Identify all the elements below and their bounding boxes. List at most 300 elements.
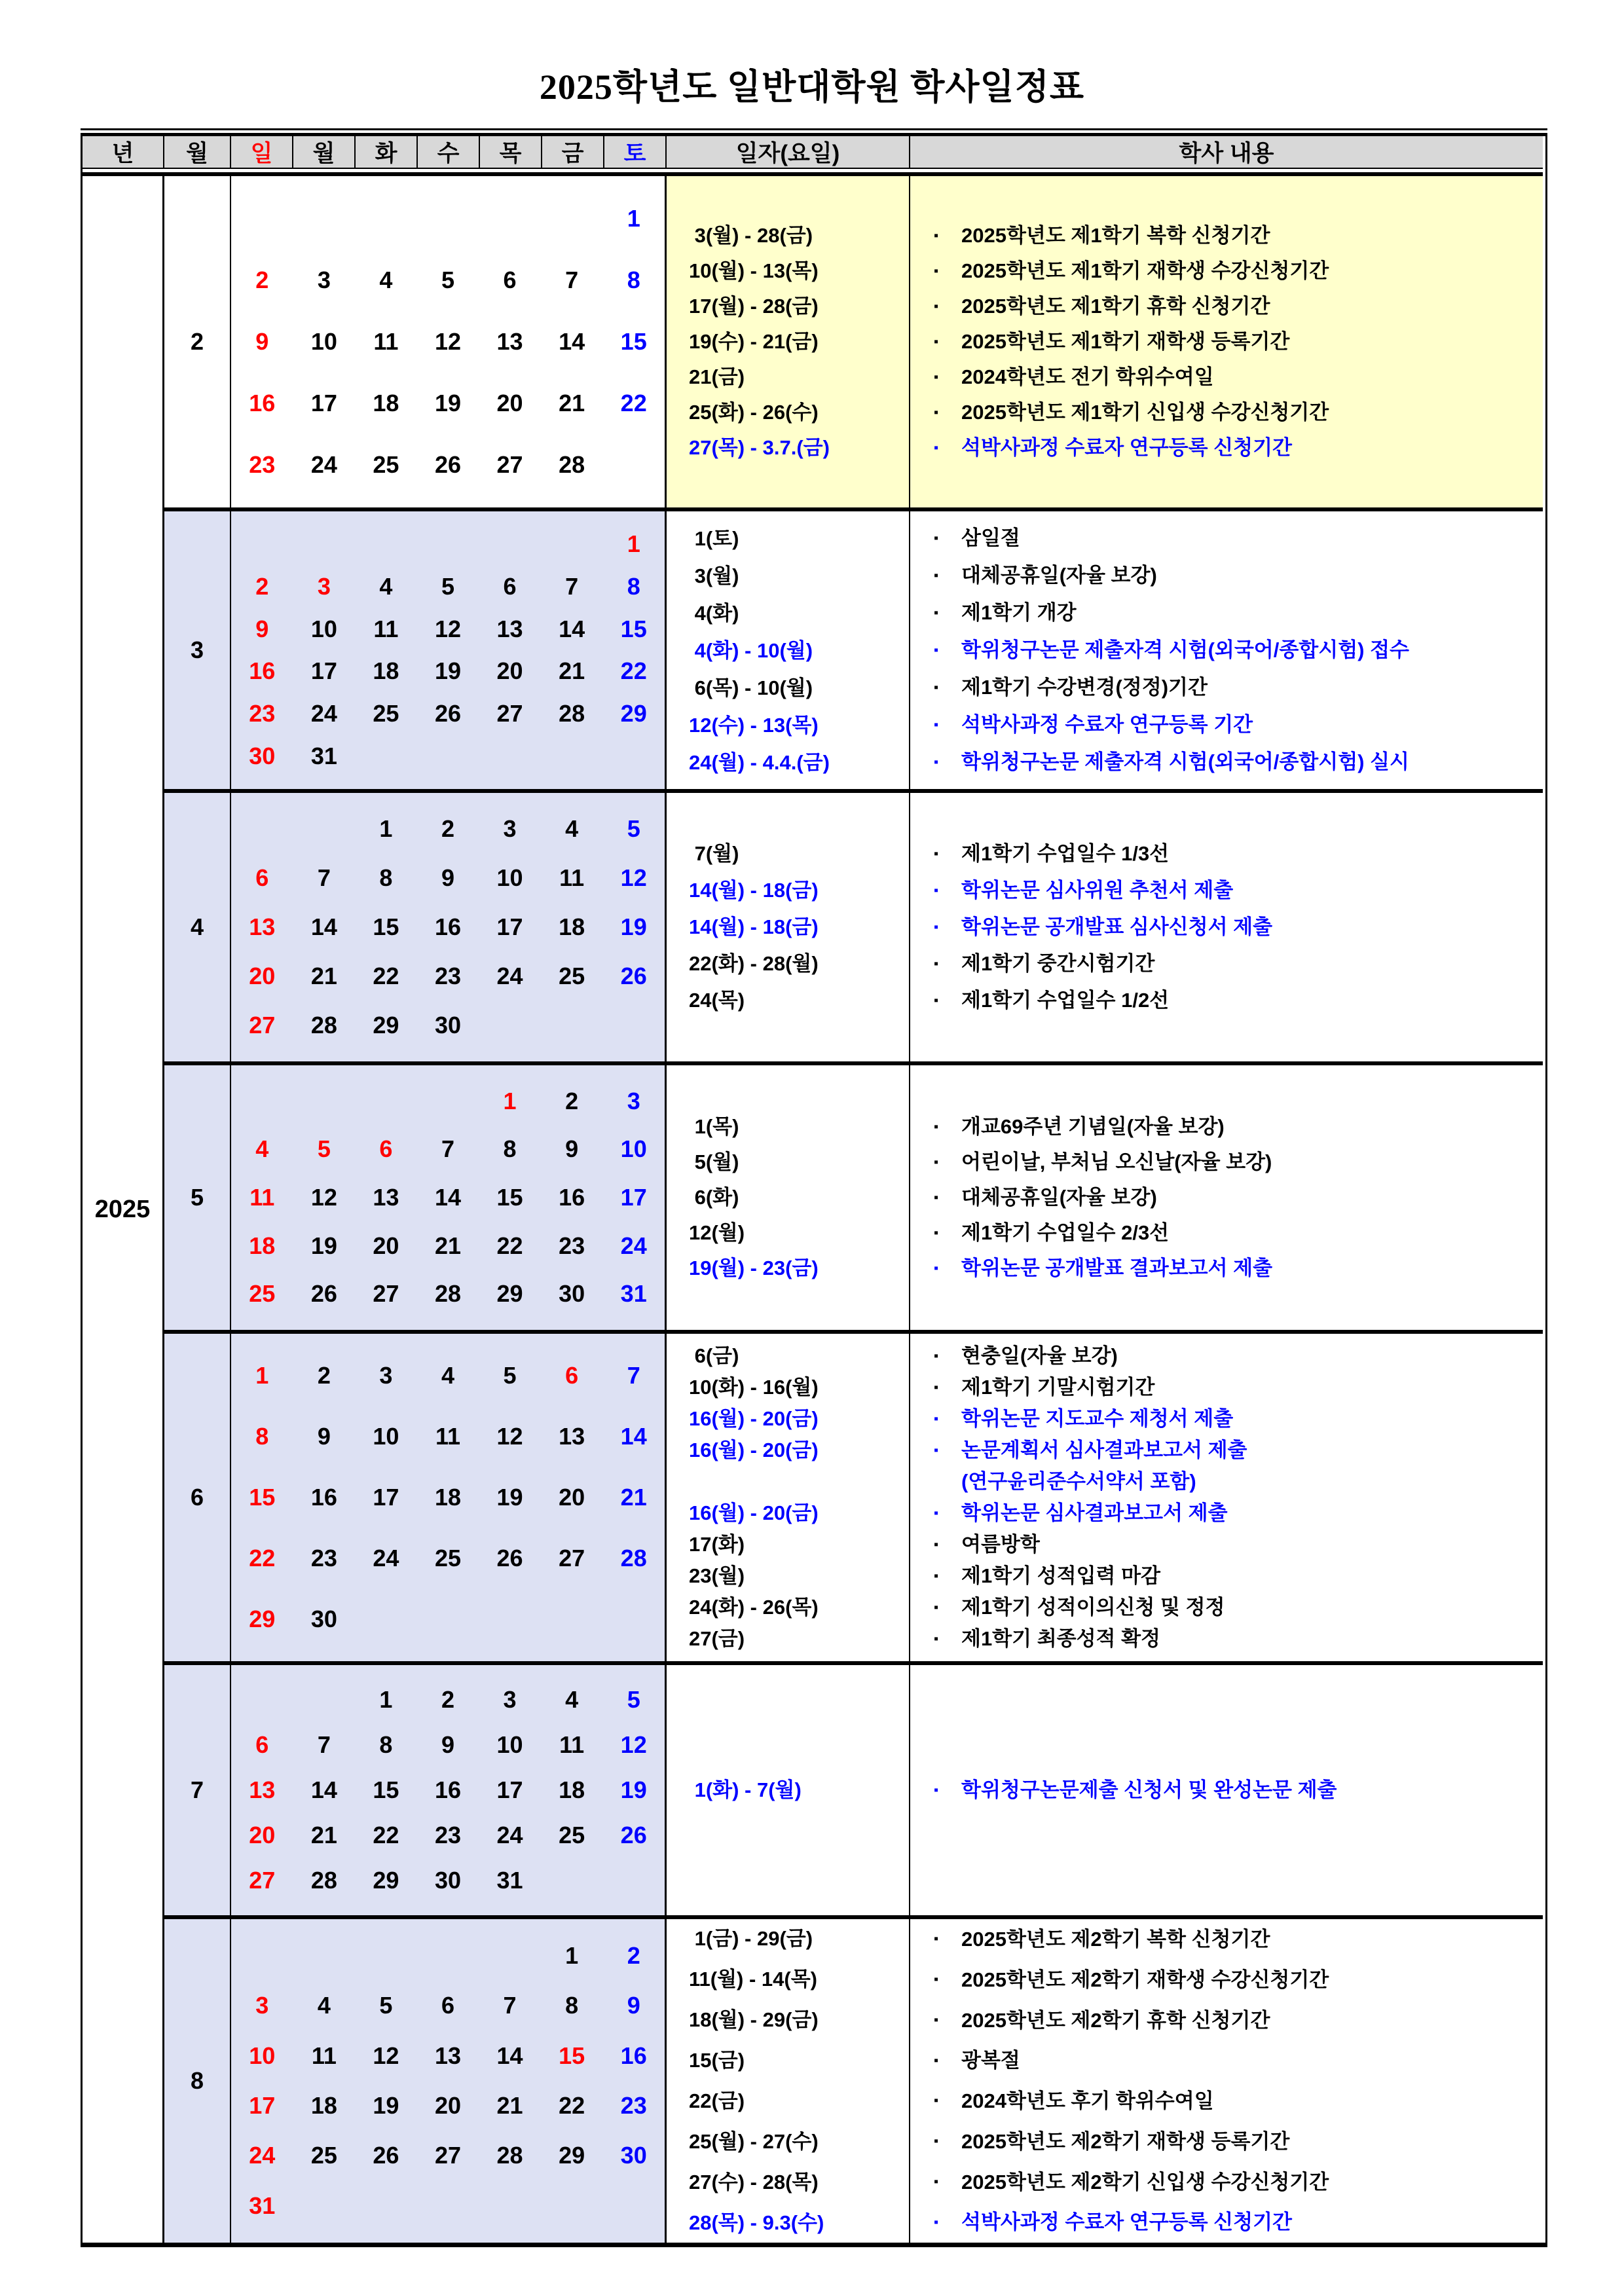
bullet-icon: ▪ <box>934 568 939 583</box>
day-cell: 23 <box>559 1232 585 1259</box>
day-cell: 3 <box>255 1992 269 2019</box>
day-cell: 22 <box>559 2092 585 2120</box>
bullet-icon: ▪ <box>934 2053 939 2068</box>
bullet-icon: ▪ <box>934 1631 939 1646</box>
day-cell: 22 <box>373 962 399 989</box>
day-cell: 11 <box>559 864 585 892</box>
day-cell: 14 <box>559 328 585 355</box>
day-cell: 8 <box>627 266 640 293</box>
day-cell: 4 <box>379 266 393 293</box>
day-cell: 7 <box>317 1731 331 1758</box>
day-cell: 23 <box>249 451 276 478</box>
day-cell: 14 <box>496 2042 523 2069</box>
day-cell: 10 <box>496 864 523 892</box>
schedule-date: 14(월) - 18(금) <box>689 879 819 902</box>
schedule-event-text: 학위청구논문 제출자격 시험(외국어/종합시험) 접수 <box>961 638 1409 662</box>
day-cell: 13 <box>496 615 523 642</box>
day-cell: 19 <box>496 1483 523 1511</box>
day-cell: 4 <box>255 1135 269 1163</box>
day-cell: 5 <box>627 1685 640 1713</box>
schedule-event-text: 2025학년도 제1학기 재학생 수강신청기간 <box>961 259 1329 283</box>
schedule-date: 10(화) - 16(월) <box>689 1376 819 1399</box>
day-cell: 3 <box>627 1087 640 1114</box>
day-cell: 2 <box>441 1685 454 1713</box>
date-list-month-6 <box>667 1330 910 1661</box>
event-list-month-8 <box>910 1915 1543 2243</box>
schedule-date: 25(화) - 26(수) <box>689 401 819 424</box>
bullet-icon: ▪ <box>934 680 939 695</box>
day-cell: 29 <box>496 1280 523 1308</box>
day-cell: 11 <box>373 328 399 355</box>
day-cell: 12 <box>620 1731 647 1758</box>
calendar-days-month-3 <box>231 523 665 777</box>
schedule-date: 3(월) <box>689 564 739 587</box>
schedule-event <box>934 2162 1543 2203</box>
schedule-event <box>934 289 1543 324</box>
day-cell: 28 <box>434 1280 462 1308</box>
schedule-date: 22(금) <box>689 2089 745 2112</box>
event-list-month-5 <box>910 1061 1543 1330</box>
day-cell: 11 <box>373 615 399 642</box>
day-cell: 30 <box>434 1867 462 1894</box>
day-cell: 31 <box>310 742 337 769</box>
day-cell: 7 <box>565 266 579 293</box>
bullet-icon: ▪ <box>934 2134 939 2149</box>
day-cell: 28 <box>559 451 585 478</box>
schedule-event <box>934 632 1543 669</box>
schedule-event-text: 개교69주년 기념일(자율 보강) <box>961 1115 1225 1139</box>
calendar-days-month-5 <box>231 1077 665 1318</box>
schedule-date: 17(화) <box>689 1533 745 1556</box>
day-cell: 30 <box>434 1011 462 1038</box>
day-cell: 5 <box>627 815 640 843</box>
schedule-event-text: 2025학년도 제2학기 휴학 신청기간 <box>961 2008 1270 2032</box>
day-cell: 27 <box>249 1867 276 1894</box>
day-cell: 5 <box>441 572 454 600</box>
schedule-date: 10(월) - 13(목) <box>689 259 819 282</box>
day-cell: 13 <box>249 913 276 940</box>
schedule-date: 28(목) - 9.3(수) <box>689 2211 824 2234</box>
day-cell: 12 <box>620 864 647 892</box>
schedule-event <box>934 595 1543 632</box>
day-cell: 16 <box>559 1183 585 1211</box>
month-number-2: 2 <box>164 172 231 507</box>
schedule-event-text: 어린이날, 부처님 오신날(자율 보강) <box>961 1150 1272 1174</box>
schedule-date: 12(월) <box>689 1221 745 1244</box>
schedule-event-text: 2025학년도 제2학기 재학생 등록기간 <box>961 2129 1290 2153</box>
day-cell: 15 <box>496 1183 523 1211</box>
schedule-event-text: 제1학기 수업일수 2/3선 <box>961 1221 1170 1245</box>
schedule-event <box>934 430 1543 466</box>
day-cell: 13 <box>373 1183 399 1211</box>
day-cell: 15 <box>373 913 399 940</box>
bullet-icon: ▪ <box>934 1442 939 1458</box>
day-cell: 26 <box>434 699 462 727</box>
schedule-date: 1(화) - 7(월) <box>689 1778 802 1801</box>
day-cell: 5 <box>441 266 454 293</box>
day-cell: 14 <box>559 615 585 642</box>
day-cell: 3 <box>317 572 331 600</box>
day-cell: 21 <box>559 657 585 685</box>
bullet-icon: ▪ <box>934 299 939 314</box>
calendar-month-7 <box>231 1661 667 1915</box>
day-cell: 10 <box>310 328 337 355</box>
calendar-days-month-8 <box>231 1931 665 2231</box>
day-cell: 21 <box>496 2092 523 2120</box>
day-cell: 25 <box>373 699 399 727</box>
schedule-event <box>934 909 1543 946</box>
day-cell: 26 <box>620 1822 647 1849</box>
day-cell: 3 <box>503 815 517 843</box>
schedule-event <box>934 2202 1543 2243</box>
schedule-event-text: 제1학기 최종성적 확정 <box>961 1627 1160 1651</box>
schedule-date: 16(월) - 20(금) <box>689 1501 819 1524</box>
day-cell: 23 <box>620 2092 647 2120</box>
schedule-event <box>934 1435 1543 1466</box>
day-cell: 14 <box>620 1423 647 1450</box>
event-list-month-2 <box>910 172 1543 507</box>
schedule-event <box>934 253 1543 289</box>
bullet-icon: ▪ <box>934 1972 939 1987</box>
schedule-event-text: 제1학기 성적입력 마감 <box>961 1564 1160 1588</box>
day-cell: 7 <box>565 572 579 600</box>
schedule-date: 24(화) - 26(목) <box>689 1596 819 1619</box>
day-cell: 9 <box>441 864 454 892</box>
day-cell: 12 <box>434 615 462 642</box>
day-cell: 2 <box>255 572 269 600</box>
calendar-month-3 <box>231 507 667 789</box>
day-cell: 25 <box>559 1822 585 1849</box>
schedule-event <box>934 395 1543 430</box>
day-cell: 16 <box>310 1483 337 1511</box>
schedule-event <box>934 2000 1543 2041</box>
day-cell: 15 <box>620 328 647 355</box>
schedule-event <box>934 1215 1543 1251</box>
schedule-event-text: 학위청구논문제출 신청서 및 완성논문 제출 <box>961 1778 1337 1802</box>
day-cell: 26 <box>373 2142 399 2169</box>
day-cell: 8 <box>379 1731 393 1758</box>
day-cell: 16 <box>620 2042 647 2069</box>
day-cell: 4 <box>379 572 393 600</box>
day-cell: 21 <box>620 1483 647 1511</box>
day-cell: 29 <box>620 699 647 727</box>
day-cell: 20 <box>559 1483 585 1511</box>
day-cell: 22 <box>620 657 647 685</box>
schedule-event-text: 2025학년도 제1학기 신입생 수강신청기간 <box>961 401 1329 424</box>
day-cell: 12 <box>310 1183 337 1211</box>
schedule-date: 21(금) <box>689 365 745 388</box>
schedule-date: 6(금) <box>689 1344 739 1367</box>
day-cell: 15 <box>373 1776 399 1803</box>
bullet-icon: ▪ <box>934 956 939 971</box>
schedule-event <box>934 982 1543 1019</box>
day-cell: 21 <box>310 1822 337 1849</box>
day-cell: 6 <box>255 864 269 892</box>
day-cell: 18 <box>310 2092 337 2120</box>
month-number-8: 8 <box>164 1915 231 2243</box>
calendar-month-8 <box>231 1915 667 2243</box>
day-cell: 26 <box>434 451 462 478</box>
day-cell: 23 <box>434 1822 462 1849</box>
day-cell: 14 <box>310 1776 337 1803</box>
schedule-event-text: 석박사과정 수료자 연구등록 신청기간 <box>961 436 1292 460</box>
day-cell: 28 <box>620 1544 647 1571</box>
day-cell: 17 <box>249 2092 276 2120</box>
day-cell: 29 <box>373 1867 399 1894</box>
date-list-month-7 <box>667 1661 910 1915</box>
day-cell: 15 <box>559 2042 585 2069</box>
schedule-event <box>934 1145 1543 1180</box>
schedule-event <box>934 946 1543 982</box>
day-cell: 29 <box>559 2142 585 2169</box>
schedule-event-text: 여름방학 <box>961 1533 1040 1556</box>
bullet-icon: ▪ <box>934 642 939 657</box>
day-cell: 20 <box>434 2092 462 2120</box>
schedule-event-text: 학위논문 심사위원 추천서 제출 <box>961 879 1234 902</box>
calendar-days-month-6 <box>231 1346 665 1649</box>
day-cell: 4 <box>565 815 579 843</box>
schedule-event <box>934 1340 1543 1372</box>
day-cell: 7 <box>317 864 331 892</box>
schedule-event-text: 석박사과정 수료자 연구등록 기간 <box>961 713 1253 737</box>
day-cell: 10 <box>620 1135 647 1163</box>
day-cell: 8 <box>565 1992 579 2019</box>
table-top-rule <box>81 128 1547 130</box>
schedule-date: 16(월) - 20(금) <box>689 1439 819 1461</box>
header-day-sat: 토 <box>604 136 667 169</box>
bullet-icon: ▪ <box>934 228 939 243</box>
schedule-event-text: 2024학년도 후기 학위수여일 <box>961 2089 1214 2113</box>
day-cell: 31 <box>496 1867 523 1894</box>
schedule-event <box>934 1529 1543 1560</box>
day-cell: 28 <box>496 2142 523 2169</box>
day-cell: 21 <box>434 1232 462 1259</box>
day-cell: 1 <box>255 1362 269 1389</box>
bullet-icon: ▪ <box>934 1119 939 1134</box>
day-cell: 3 <box>503 1685 517 1713</box>
day-cell: 14 <box>434 1183 462 1211</box>
bullet-icon: ▪ <box>934 530 939 545</box>
day-cell: 10 <box>249 2042 276 2069</box>
header-year: 년 <box>83 136 164 169</box>
bullet-icon: ▪ <box>934 919 939 934</box>
schedule-event-text: 제1학기 수업일수 1/2선 <box>961 989 1170 1012</box>
day-cell: 1 <box>627 530 640 558</box>
day-cell: 7 <box>503 1992 517 2019</box>
schedule-date: 27(금) <box>689 1627 745 1650</box>
academic-calendar-table <box>81 128 1547 2247</box>
day-cell: 24 <box>620 1232 647 1259</box>
day-cell: 18 <box>373 657 399 685</box>
day-cell: 6 <box>379 1135 393 1163</box>
day-cell: 17 <box>373 1483 399 1511</box>
day-cell: 2 <box>255 266 269 293</box>
day-cell: 19 <box>373 2092 399 2120</box>
bullet-icon: ▪ <box>934 717 939 732</box>
day-cell: 1 <box>627 205 640 232</box>
schedule-event-text: 2024학년도 전기 학위수여일 <box>961 365 1214 389</box>
bullet-icon: ▪ <box>934 1225 939 1240</box>
schedule-event <box>934 872 1543 909</box>
day-cell: 22 <box>249 1544 276 1571</box>
bullet-icon: ▪ <box>934 1505 939 1520</box>
day-cell: 13 <box>559 1423 585 1450</box>
day-cell: 30 <box>310 1605 337 1632</box>
bullet-icon: ▪ <box>934 1348 939 1363</box>
day-cell: 24 <box>249 2142 276 2169</box>
schedule-event <box>934 2040 1543 2081</box>
bullet-icon: ▪ <box>934 1932 939 1947</box>
schedule-event <box>934 1497 1543 1529</box>
schedule-event-text: 2025학년도 제1학기 복학 신청기간 <box>961 224 1270 248</box>
schedule-event <box>934 1251 1543 1286</box>
schedule-event-text: 학위논문 공개발표 결과보고서 제출 <box>961 1257 1273 1280</box>
day-cell: 8 <box>379 864 393 892</box>
day-cell: 21 <box>310 962 337 989</box>
bullet-icon: ▪ <box>934 883 939 898</box>
day-cell: 10 <box>310 615 337 642</box>
day-cell: 20 <box>496 390 523 416</box>
day-cell: 19 <box>620 913 647 940</box>
date-list-month-3 <box>667 507 910 789</box>
header-day-wed: 수 <box>418 136 480 169</box>
day-cell: 16 <box>249 657 276 685</box>
day-cell: 9 <box>317 1423 331 1450</box>
bullet-icon: ▪ <box>934 1537 939 1552</box>
schedule-event-text: 제1학기 수강변경(정정)기간 <box>961 676 1208 699</box>
schedule-event <box>934 1960 1543 2000</box>
schedule-date: 4(화) - 10(월) <box>689 638 813 662</box>
schedule-event <box>934 324 1543 359</box>
schedule-event <box>934 1372 1543 1403</box>
day-cell: 4 <box>565 1685 579 1713</box>
schedule-event-text: 2025학년도 제2학기 복학 신청기간 <box>961 1928 1270 1951</box>
day-cell: 17 <box>310 390 337 416</box>
schedule-event-text: 제1학기 성적이의신청 및 정정 <box>961 1596 1225 1619</box>
schedule-event-text: 학위논문 지도교수 제청서 제출 <box>961 1407 1234 1431</box>
schedule-event <box>934 1623 1543 1655</box>
schedule-event-text: 학위논문 심사결과보고서 제출 <box>961 1501 1228 1525</box>
day-cell: 18 <box>559 1776 585 1803</box>
day-cell: 15 <box>620 615 647 642</box>
day-cell: 7 <box>627 1362 640 1389</box>
month-number-6: 6 <box>164 1330 231 1661</box>
schedule-event <box>934 1403 1543 1435</box>
day-cell: 29 <box>249 1605 276 1632</box>
bullet-icon: ▪ <box>934 2093 939 2108</box>
bullet-icon: ▪ <box>934 1568 939 1583</box>
day-cell: 22 <box>496 1232 523 1259</box>
day-cell: 13 <box>434 2042 462 2069</box>
bullet-icon: ▪ <box>934 369 939 384</box>
day-cell: 17 <box>310 657 337 685</box>
day-cell: 16 <box>249 390 276 416</box>
schedule-date: 19(수) - 21(금) <box>689 330 819 353</box>
schedule-event-text: 현충일(자율 보강) <box>961 1344 1118 1368</box>
day-cell: 2 <box>317 1362 331 1389</box>
schedule-date: 23(월) <box>689 1564 745 1587</box>
bullet-icon: ▪ <box>934 605 939 620</box>
day-cell: 31 <box>249 2192 276 2219</box>
day-cell: 29 <box>373 1011 399 1038</box>
day-cell: 2 <box>627 1942 640 1970</box>
day-cell: 9 <box>255 328 269 355</box>
day-cell: 4 <box>441 1362 454 1389</box>
schedule-event <box>934 1466 1543 1497</box>
date-list-month-4 <box>667 789 910 1061</box>
day-cell: 23 <box>249 699 276 727</box>
day-cell: 23 <box>434 962 462 989</box>
schedule-event <box>934 1560 1543 1592</box>
bullet-icon: ▪ <box>934 1154 939 1169</box>
header-day-tue: 화 <box>356 136 418 169</box>
day-cell: 13 <box>249 1776 276 1803</box>
day-cell: 20 <box>249 1822 276 1849</box>
schedule-date: 24(월) - 4.4.(금) <box>689 750 830 774</box>
day-cell: 6 <box>503 572 517 600</box>
header-day-sun: 일 <box>231 136 293 169</box>
calendar-days-month-2 <box>231 188 665 496</box>
day-cell: 27 <box>249 1011 276 1038</box>
day-cell: 3 <box>379 1362 393 1389</box>
schedule-event-text: 삼일절 <box>961 526 1020 550</box>
day-cell: 28 <box>559 699 585 727</box>
bullet-icon: ▪ <box>934 1411 939 1426</box>
day-cell: 27 <box>559 1544 585 1571</box>
day-cell: 24 <box>496 962 523 989</box>
bullet-icon: ▪ <box>934 754 939 769</box>
schedule-event-text: 대체공휴일(자율 보강) <box>961 1186 1157 1209</box>
day-cell: 16 <box>434 1776 462 1803</box>
calendar-month-4 <box>231 789 667 1061</box>
day-cell: 10 <box>496 1731 523 1758</box>
schedule-event <box>934 669 1543 707</box>
schedule-date <box>689 1466 909 1497</box>
bullet-icon: ▪ <box>934 1782 939 1797</box>
bullet-icon: ▪ <box>934 440 939 455</box>
day-cell: 10 <box>373 1423 399 1450</box>
schedule-date: 1(금) - 29(금) <box>689 1927 813 1950</box>
day-cell: 17 <box>496 1776 523 1803</box>
header-day-thu: 목 <box>480 136 542 169</box>
day-cell: 18 <box>434 1483 462 1511</box>
schedule-event-text: 2025학년도 제2학기 신입생 수강신청기간 <box>961 2170 1329 2194</box>
day-cell: 28 <box>310 1867 337 1894</box>
day-cell: 24 <box>496 1822 523 1849</box>
calendar-days-month-7 <box>231 1677 665 1903</box>
schedule-event-text: 제1학기 개강 <box>961 601 1077 625</box>
schedule-date: 14(월) - 18(금) <box>689 915 819 938</box>
day-cell: 26 <box>620 962 647 989</box>
day-cell: 5 <box>379 1992 393 2019</box>
day-cell: 19 <box>434 657 462 685</box>
day-cell: 23 <box>310 1544 337 1571</box>
month-number-5: 5 <box>164 1061 231 1330</box>
schedule-event <box>934 359 1543 395</box>
schedule-event-text: 학위청구논문 제출자격 시험(외국어/종합시험) 실시 <box>961 750 1409 774</box>
day-cell: 12 <box>496 1423 523 1450</box>
day-cell: 18 <box>559 913 585 940</box>
bullet-icon: ▪ <box>934 1190 939 1205</box>
bullet-icon: ▪ <box>934 405 939 420</box>
schedule-event <box>934 1180 1543 1215</box>
day-cell: 2 <box>441 815 454 843</box>
day-cell: 30 <box>249 742 276 769</box>
schedule-event <box>934 520 1543 557</box>
schedule-date: 22(화) - 28(월) <box>689 952 819 975</box>
calendar-month-5 <box>231 1061 667 1330</box>
day-cell: 18 <box>373 390 399 416</box>
